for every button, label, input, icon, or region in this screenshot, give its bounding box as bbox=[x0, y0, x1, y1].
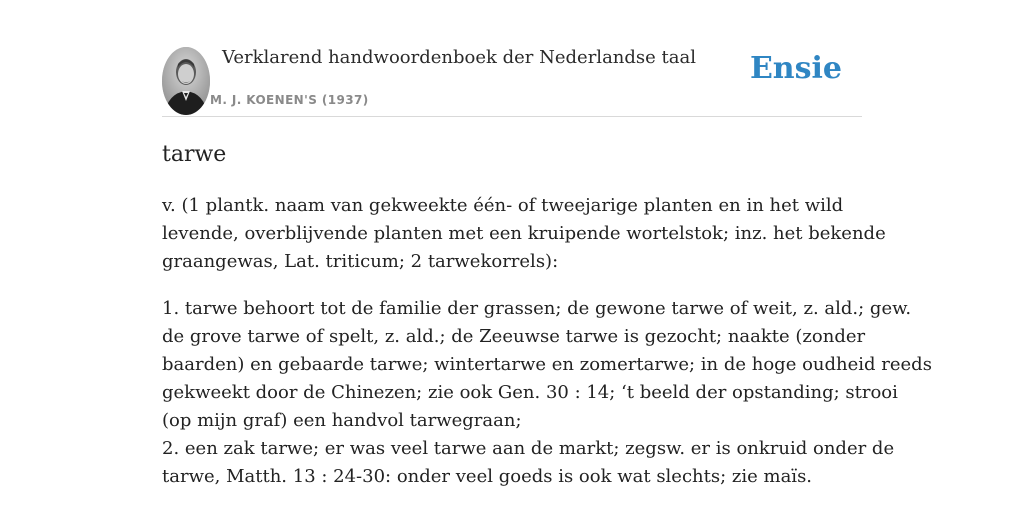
author-name: M. J. KOENEN'S (1937) bbox=[210, 93, 369, 107]
site-header bbox=[162, 40, 862, 117]
entry-headword: tarwe bbox=[162, 142, 227, 167]
dictionary-title[interactable]: Verklarend handwoordenboek der Nederlandse taal bbox=[222, 47, 696, 68]
example-line: baarden) en gebaarde tarwe; wintertarwe en zomertarwe; in de hoge oudheid reeds bbox=[162, 354, 932, 375]
entry-definition bbox=[162, 192, 886, 276]
definition-line: levende, overblijvende planten met een kruipende wortelstok; inz. het bekende bbox=[162, 223, 886, 244]
example-line: de grove tarwe of spelt, z. ald.; de Zeeuwse tarwe is gezocht; naakte (zonder bbox=[162, 326, 866, 347]
entry-examples bbox=[162, 295, 932, 491]
author-portrait-icon bbox=[162, 47, 210, 115]
example-line: 2. een zak tarwe; er was veel tarwe aan de markt; zegsw. er is onkruid onder de bbox=[162, 438, 895, 459]
example-line: gekweekt door de Chinezen; zie ook Gen. 30 : 14; ‘t beeld der opstanding; strooi bbox=[162, 382, 898, 403]
example-line: tarwe, Matth. 13 : 24-30: onder veel goeds is ook wat slechts; zie maïs. bbox=[162, 466, 813, 487]
example-line: 1. tarwe behoort tot de familie der grassen; de gewone tarwe of weit, z. ald.; gew. bbox=[162, 298, 912, 319]
definition-line: graangewas, Lat. triticum; 2 tarwekorrels): bbox=[162, 251, 559, 272]
ensie-logo[interactable]: Ensie bbox=[749, 51, 842, 86]
definition-line: v. (1 plantk. naam van gekweekte één- of tweejarige planten en in het wild bbox=[162, 195, 844, 216]
example-line: (op mijn graf) een handvol tarwegraan; bbox=[162, 410, 522, 431]
